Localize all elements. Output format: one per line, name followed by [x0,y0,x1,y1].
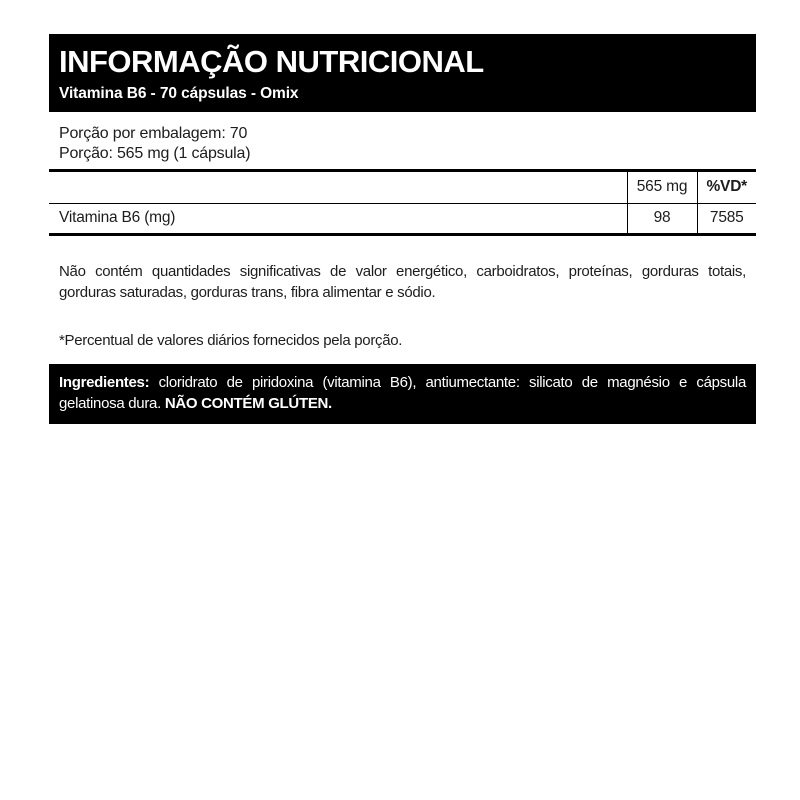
nutrition-title: INFORMAÇÃO NUTRICIONAL [59,44,484,79]
table-row [49,203,756,234]
table-header-nutrient [49,170,627,203]
nutrient-name: Vitamina B6 (mg) [59,209,176,227]
daily-value-note: *Percentual de valores diários fornecidos pela porção. [59,331,403,349]
nutrient-amount: 98 [627,203,697,234]
nutrition-label [49,34,756,424]
nutrient-dv: 7585 [697,203,756,234]
product-subtitle: Vitamina B6 - 70 cápsulas - Omix [59,84,299,102]
ingredients-text: cloridrato de piridoxina (vitamina B6), antiumectante: silicato de magnésio e cápsula gelatinosa dura. [59,373,746,412]
no-significant-amounts-note: Não contém quantidades significativas de valor energético, carboidratos, proteínas, gorduras totais, gorduras saturadas, gorduras trans, fibra alimentar e sódio. [59,262,746,301]
table-header-row [49,170,756,203]
ingredients-label: Ingredientes: [59,373,150,391]
table-header-dv: %VD* [697,170,756,203]
header-bar [49,34,756,112]
gluten-free-statement: NÃO CONTÉM GLÚTEN. [164,394,332,412]
ingredients-bar [49,364,756,424]
serving-size: Porção: 565 mg (1 cápsula) [59,145,251,163]
nutrition-table [49,169,756,236]
table-header-amount: 565 mg [627,170,697,203]
serving-info [49,112,756,169]
servings-per-package: Porção por embalagem: 70 [59,124,248,142]
